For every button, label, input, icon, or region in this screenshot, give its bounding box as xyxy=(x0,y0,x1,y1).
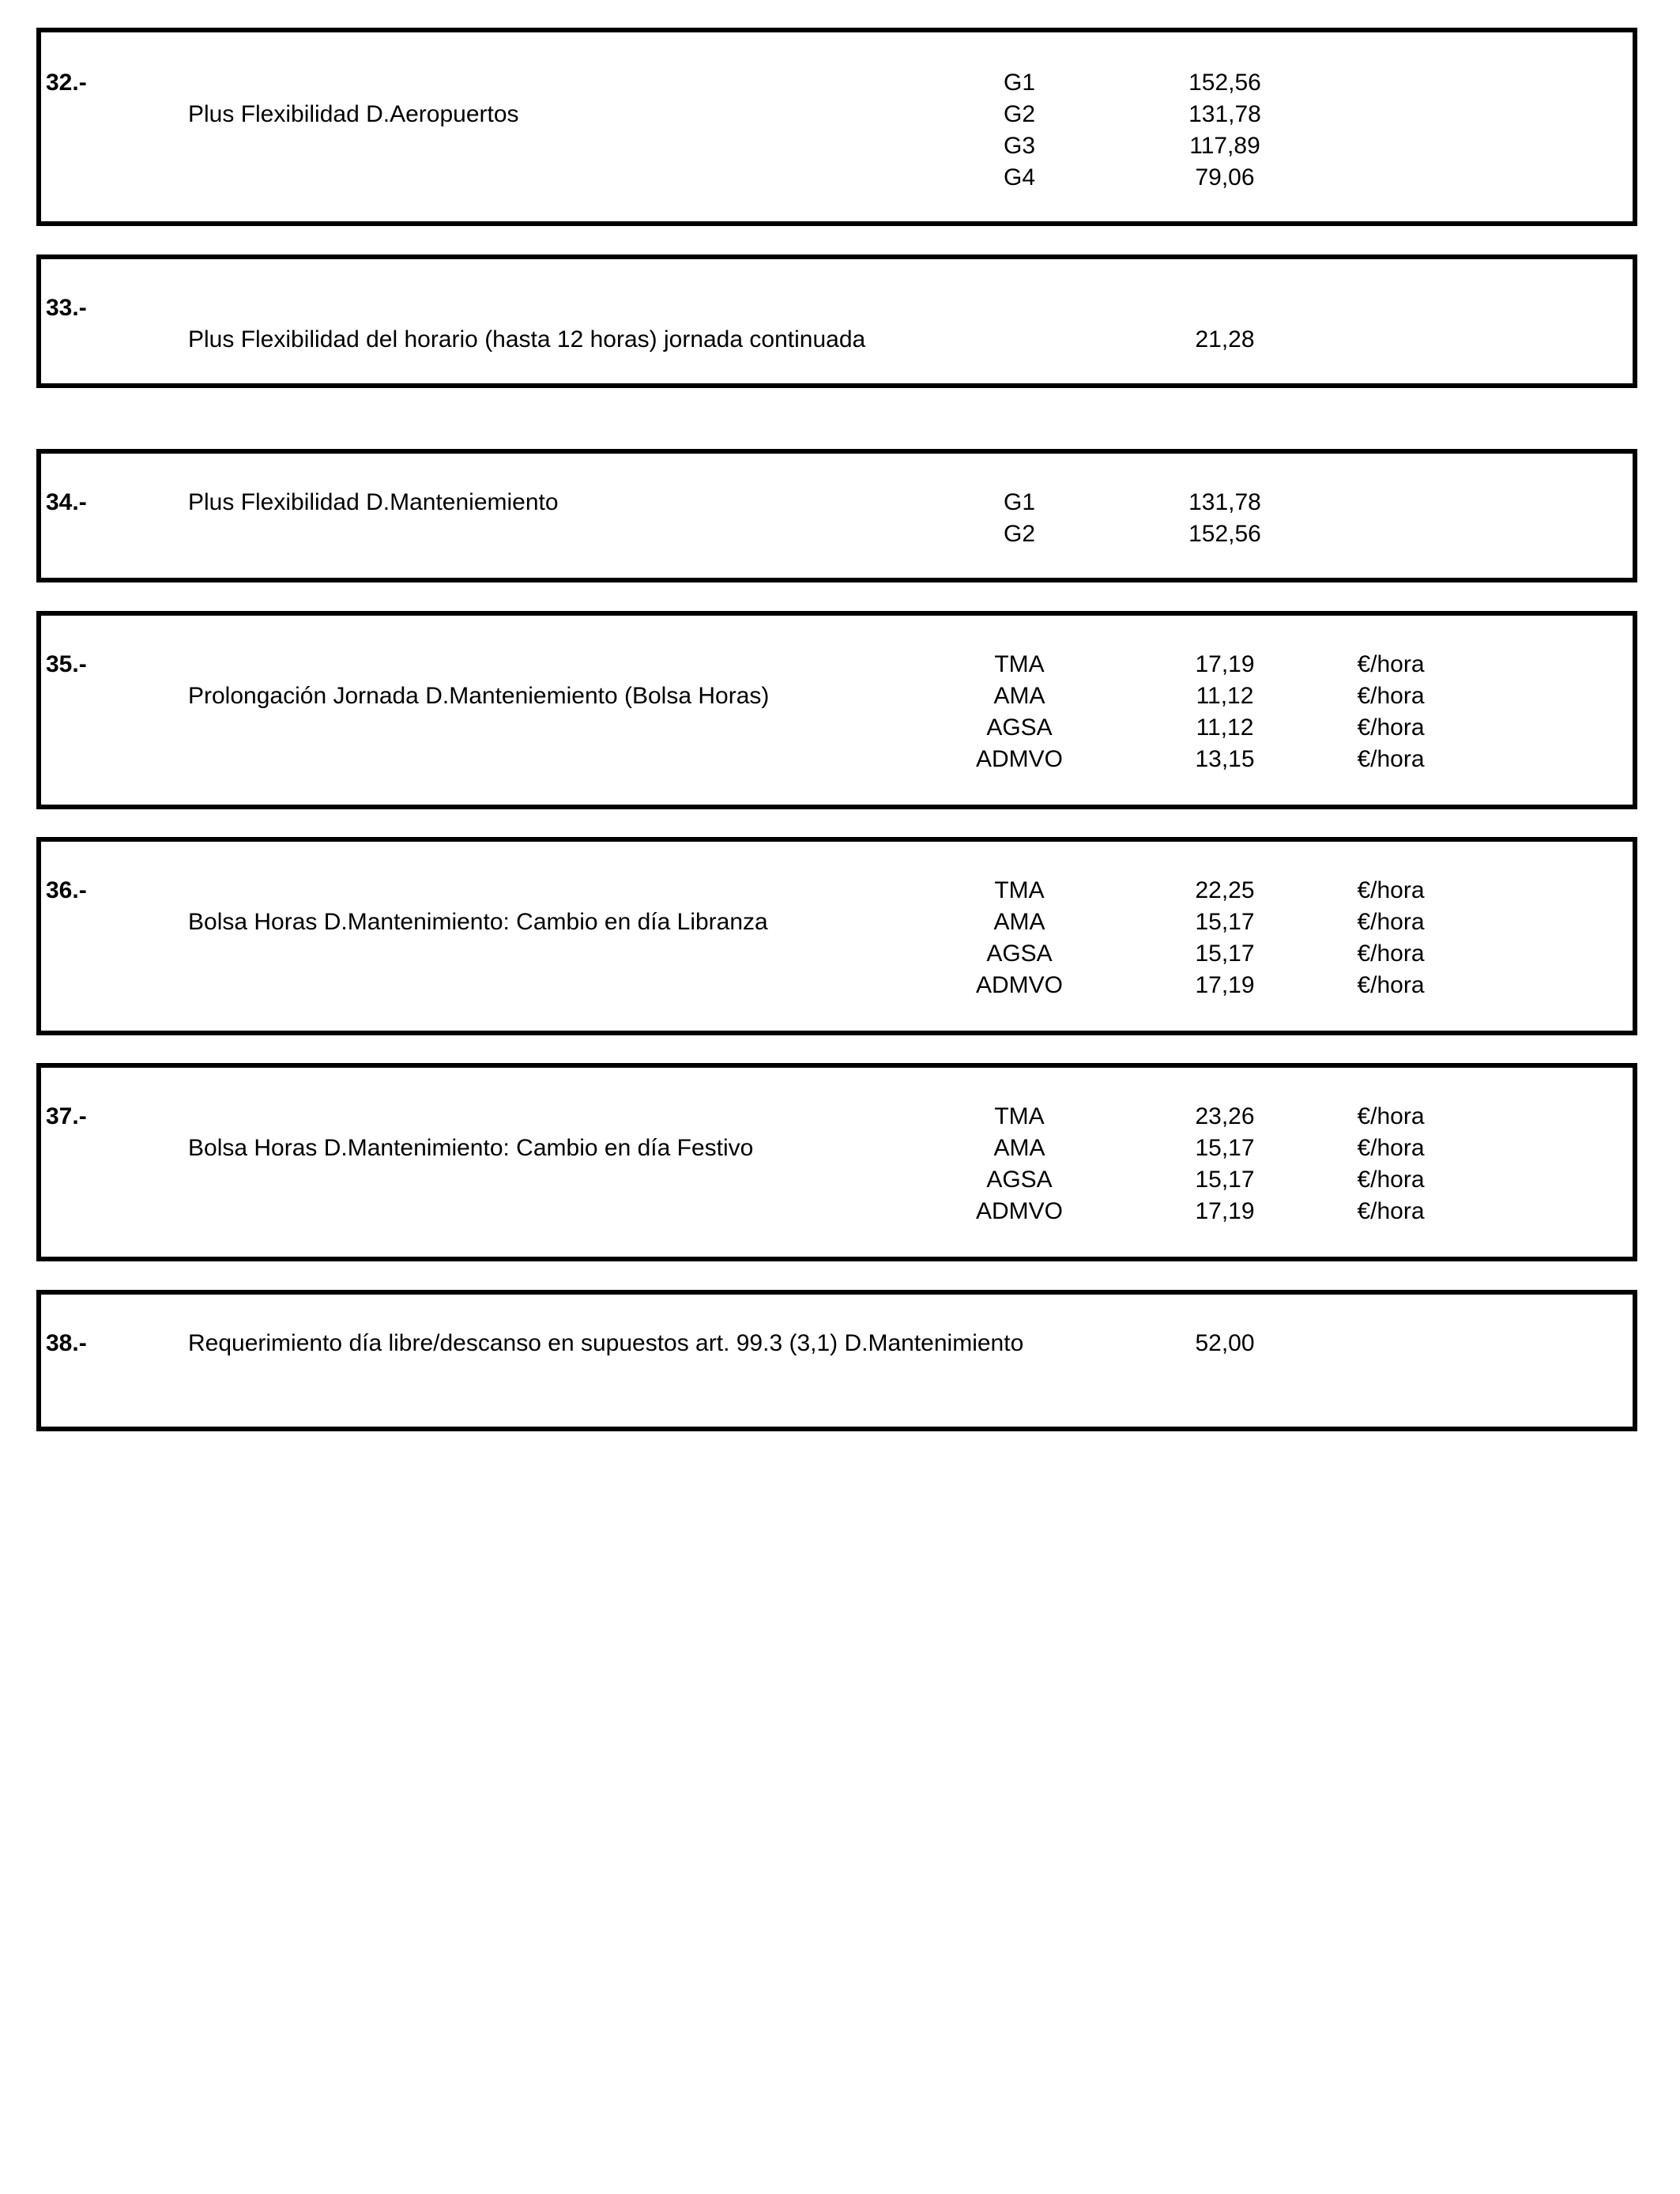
row-value: 23,26 xyxy=(1195,1103,1255,1129)
item-number: 34.- xyxy=(46,489,87,515)
row-code: AGSA xyxy=(986,941,1053,967)
row-value: 15,17 xyxy=(1195,1167,1255,1193)
row-value: 152,56 xyxy=(1188,521,1261,547)
row-code: ADMVO xyxy=(975,746,1063,772)
item-number: 35.- xyxy=(46,651,87,677)
item-box-37 xyxy=(36,1063,1637,1261)
item-box-35 xyxy=(36,611,1637,809)
row-value: 21,28 xyxy=(1195,326,1255,352)
row-code: AGSA xyxy=(986,714,1053,741)
row-unit: €/hora xyxy=(1357,1135,1425,1161)
row-code: AGSA xyxy=(986,1167,1053,1193)
row-code: ADMVO xyxy=(975,1198,1063,1224)
row-unit: €/hora xyxy=(1357,1167,1425,1193)
row-value: 17,19 xyxy=(1195,651,1255,677)
row-unit: €/hora xyxy=(1357,714,1425,741)
row-value: 79,06 xyxy=(1195,164,1255,190)
row-unit: €/hora xyxy=(1357,1103,1425,1129)
item-description: Plus Flexibilidad del horario (hasta 12 horas) jornada continuada xyxy=(188,326,866,352)
row-value: 52,00 xyxy=(1195,1330,1255,1356)
row-code: G2 xyxy=(1003,101,1036,127)
item-description: Plus Flexibilidad D.Aeropuertos xyxy=(188,101,519,127)
item-number: 38.- xyxy=(46,1330,87,1356)
row-unit: €/hora xyxy=(1357,941,1425,967)
row-code: AMA xyxy=(993,1135,1045,1161)
row-code: ADMVO xyxy=(975,972,1063,998)
row-value: 17,19 xyxy=(1195,1198,1255,1224)
item-description: Requerimiento día libre/descanso en supuestos art. 99.3 (3,1) D.Mantenimiento xyxy=(188,1330,1024,1356)
item-box-32 xyxy=(36,28,1637,226)
row-code: AMA xyxy=(993,683,1045,709)
row-code: AMA xyxy=(993,909,1045,935)
item-box-33 xyxy=(36,254,1637,388)
row-unit: €/hora xyxy=(1357,877,1425,903)
item-box-36 xyxy=(36,837,1637,1035)
row-value: 15,17 xyxy=(1195,909,1255,935)
row-value: 11,12 xyxy=(1196,683,1254,709)
row-code: TMA xyxy=(994,877,1045,903)
row-value: 131,78 xyxy=(1188,489,1261,515)
item-description: Plus Flexibilidad D.Manteniemiento xyxy=(188,489,559,515)
row-code: G2 xyxy=(1003,521,1036,547)
row-unit: €/hora xyxy=(1357,746,1425,772)
item-description: Prolongación Jornada D.Manteniemiento (Bolsa Horas) xyxy=(188,683,770,709)
row-value: 131,78 xyxy=(1188,101,1261,127)
row-code: TMA xyxy=(994,651,1045,677)
row-unit: €/hora xyxy=(1357,972,1425,998)
item-box-38 xyxy=(36,1290,1637,1431)
row-unit: €/hora xyxy=(1357,1198,1425,1224)
item-description: Bolsa Horas D.Mantenimiento: Cambio en día Libranza xyxy=(188,909,768,935)
item-number: 33.- xyxy=(46,295,87,321)
row-code: G1 xyxy=(1003,489,1036,515)
item-number: 36.- xyxy=(46,877,87,903)
item-number: 37.- xyxy=(46,1103,87,1129)
row-value: 117,89 xyxy=(1189,133,1260,159)
row-code: G3 xyxy=(1003,133,1036,159)
row-value: 13,15 xyxy=(1195,746,1255,772)
row-value: 17,19 xyxy=(1195,972,1255,998)
row-unit: €/hora xyxy=(1357,909,1425,935)
row-code: TMA xyxy=(994,1103,1045,1129)
row-value: 22,25 xyxy=(1195,877,1255,903)
row-code: G4 xyxy=(1003,164,1036,190)
row-value: 15,17 xyxy=(1195,941,1255,967)
row-code: G1 xyxy=(1003,70,1036,96)
row-value: 11,12 xyxy=(1196,714,1254,741)
row-unit: €/hora xyxy=(1357,683,1425,709)
item-description: Bolsa Horas D.Mantenimiento: Cambio en día Festivo xyxy=(188,1135,754,1161)
item-box-34 xyxy=(36,449,1637,582)
row-unit: €/hora xyxy=(1357,651,1425,677)
row-value: 152,56 xyxy=(1188,70,1261,96)
row-value: 15,17 xyxy=(1195,1135,1255,1161)
item-number: 32.- xyxy=(46,70,87,96)
